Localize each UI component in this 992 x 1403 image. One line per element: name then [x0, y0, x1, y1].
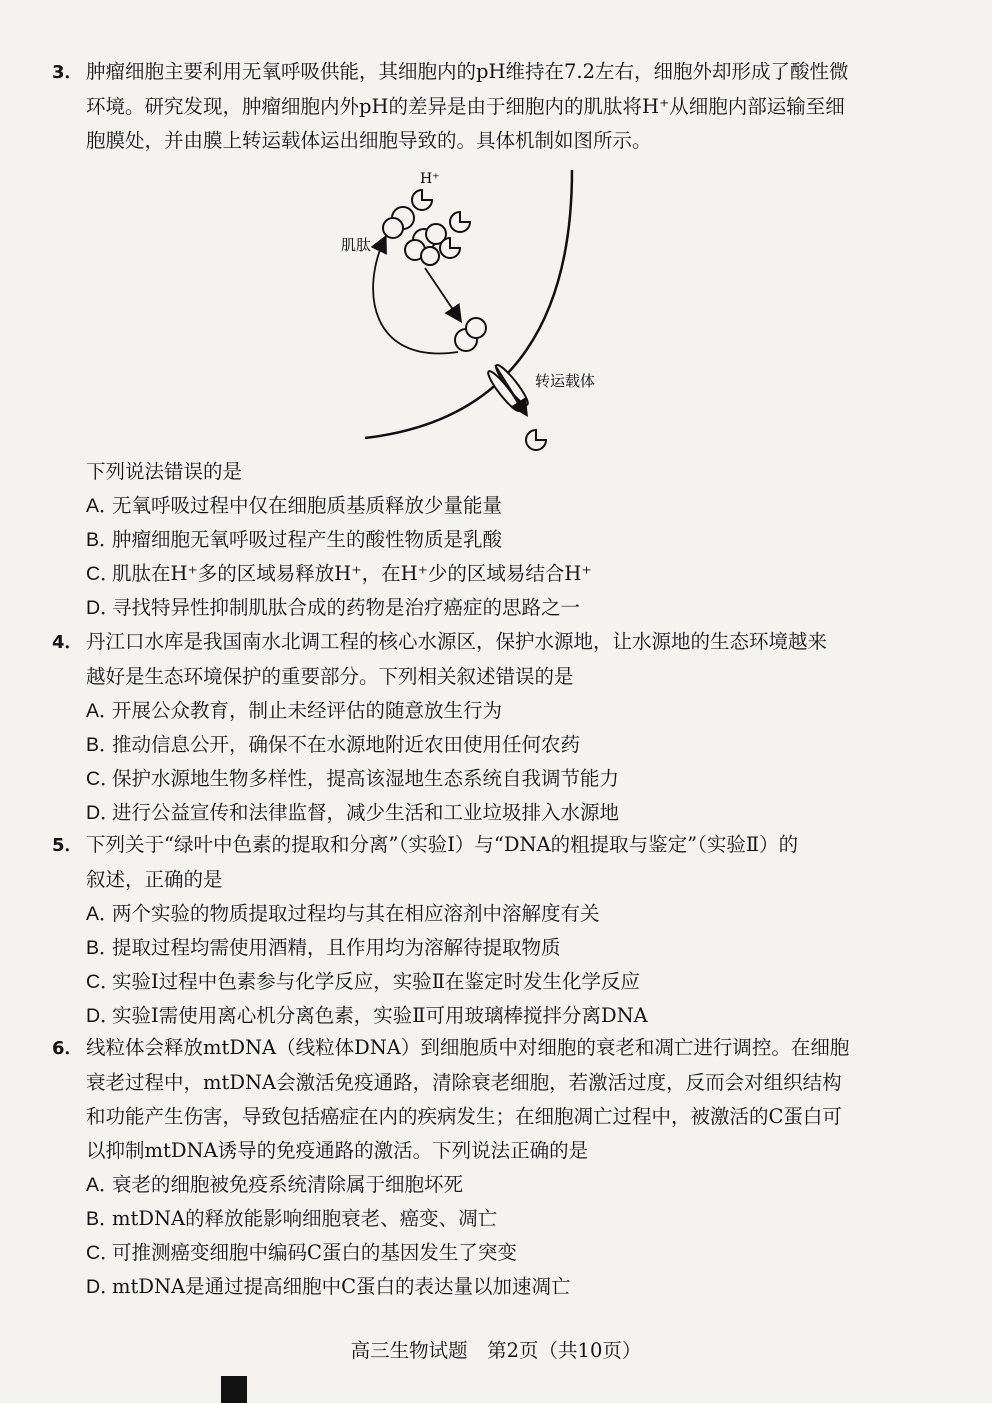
option-b: B．提取过程均需使用酒精，且作用均为溶解待提取物质	[86, 936, 561, 959]
option-b: B．推动信息公开，确保不在水源地附近农田使用任何农药	[86, 733, 581, 756]
question-number: 4．	[52, 632, 83, 653]
peptide-at-membrane	[455, 318, 486, 351]
question-text: 下列关于“绿叶中色素的提取和分离”（实验Ⅰ）与“DNA的粗提取与鉴定”（实验Ⅱ）的	[86, 833, 799, 856]
option-c: C．肌肽在H⁺多的区域易释放H⁺，在H⁺少的区域易结合H⁺	[86, 562, 592, 585]
option-c: C．实验Ⅰ过程中色素参与化学反应，实验Ⅱ在鉴定时发生化学反应	[86, 970, 640, 993]
question-stem: 下列说法错误的是	[86, 460, 243, 483]
option-a: A．无氧呼吸过程中仅在细胞质基质释放少量能量	[86, 494, 503, 517]
registration-mark	[221, 1376, 247, 1403]
option-a: A．两个实验的物质提取过程均与其在相应溶剂中溶解度有关	[86, 902, 600, 925]
question-text: 环境。研究发现，肿瘤细胞内外pH的差异是由于细胞内的肌肽将H⁺从细胞内部运输至细	[86, 95, 845, 118]
question-number: 3．	[52, 62, 83, 83]
question-number: 6．	[52, 1038, 83, 1059]
question-text: 丹江口水库是我国南水北调工程的核心水源区，保护水源地，让水源地的生态环境越来	[86, 630, 828, 653]
option-c: C．保护水源地生物多样性，提高该湿地生态系统自我调节能力	[86, 767, 620, 790]
option-a: A．开展公众教育，制止未经评估的随意放生行为	[86, 699, 503, 722]
question-6	[52, 1031, 912, 1304]
question-text: 衰老过程中，mtDNA会激活免疫通路，清除衰老细胞，若激活过度，反而会对组织结构	[86, 1071, 842, 1094]
question-text: 肿瘤细胞主要利用无氧呼吸供能，其细胞内的pH维持在7.2左右，细胞外却形成了酸性微	[86, 60, 849, 83]
page-footer: 高三生物试题 第2页（共10页）	[350, 1339, 642, 1362]
option-d: D．mtDNA是通过提高细胞中C蛋白的表达量以加速凋亡	[86, 1275, 571, 1298]
question-text: 线粒体会释放mtDNA（线粒体DNA）到细胞质中对细胞的衰老和凋亡进行调控。在细胞	[86, 1036, 850, 1059]
option-d: D．进行公益宣传和法律监督，减少生活和工业垃圾排入水源地	[86, 801, 620, 824]
option-b: B．mtDNA的释放能影响细胞衰老、癌变、凋亡	[86, 1207, 498, 1230]
option-d: D．寻找特异性抑制肌肽合成的药物是治疗癌症的思路之一	[86, 596, 581, 619]
arrow-peptide-to-membrane	[425, 268, 460, 320]
proton-label: H⁺	[420, 171, 440, 187]
question-text: 以抑制mtDNA诱导的免疫通路的激活。下列说法正确的是	[86, 1139, 589, 1162]
question-text: 越好是生态环境保护的重要部分。下列相关叙述错误的是	[86, 665, 574, 688]
question-3	[52, 55, 912, 158]
exported-proton	[526, 430, 546, 450]
peptide-label: 肌肽	[341, 236, 372, 254]
proton-transport-diagram	[300, 160, 640, 460]
option-a: A．衰老的细胞被免疫系统清除属于细胞坏死	[86, 1173, 464, 1196]
transporter-label: 转运载体	[535, 372, 596, 390]
question-number: 5．	[52, 835, 83, 856]
option-c: C．可推测癌变细胞中编码C蛋白的基因发生了突变	[86, 1241, 517, 1264]
question-text: 胞膜处，并由膜上转运载体运出细胞导致的。具体机制如图所示。	[86, 129, 652, 152]
question-4	[52, 625, 912, 830]
peptide-cluster	[383, 207, 446, 265]
question-text: 和功能产生伤害，导致包括癌症在内的疾病发生；在细胞凋亡过程中，被激活的C蛋白可	[86, 1105, 842, 1128]
question-5	[52, 828, 912, 1033]
question-text: 叙述，正确的是	[86, 868, 223, 891]
option-b: B．肿瘤细胞无氧呼吸过程产生的酸性物质是乳酸	[86, 528, 503, 551]
option-d: D．实验Ⅰ需使用离心机分离色素，实验Ⅱ可用玻璃棒搅拌分离DNA	[86, 1004, 648, 1027]
question-3-options	[52, 455, 912, 625]
